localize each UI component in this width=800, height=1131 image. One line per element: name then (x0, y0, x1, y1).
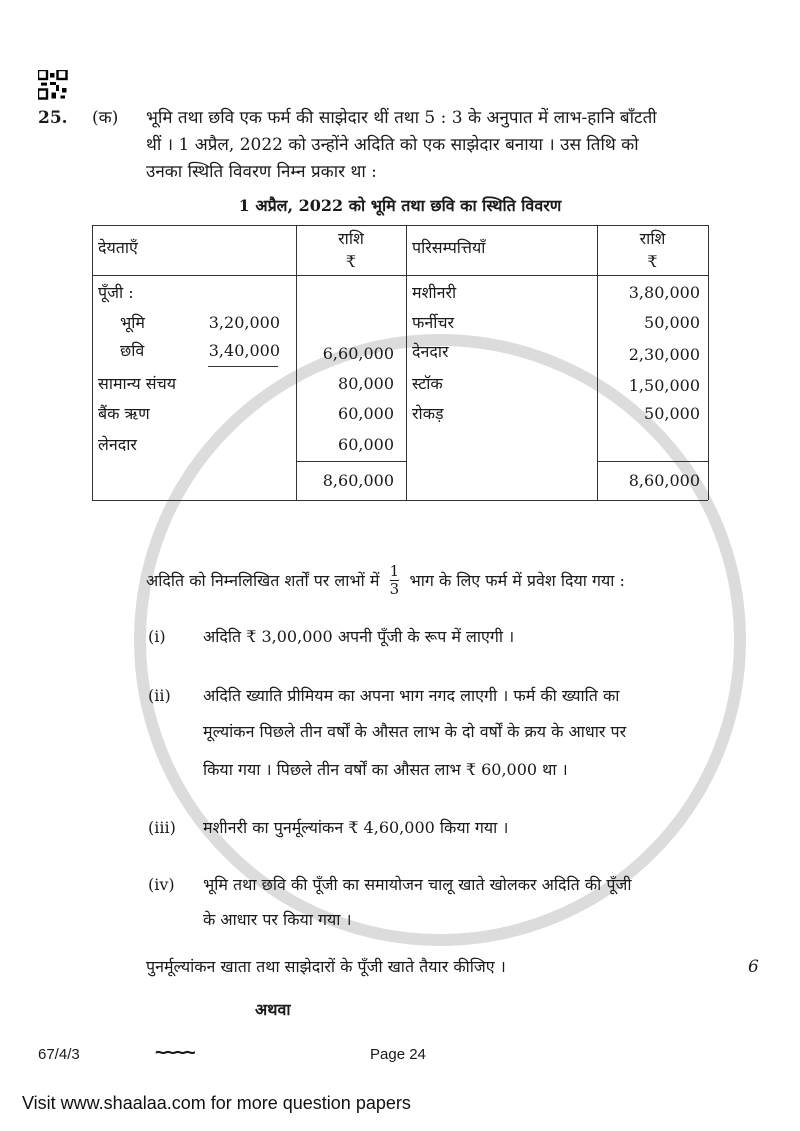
header-liabilities: देयताएँ (98, 238, 138, 257)
asset-amount: 50,000 (644, 404, 700, 423)
header-amount: राशि (338, 229, 364, 248)
asset-amount: 1,50,000 (628, 376, 700, 395)
paper-code: 67/4/3 (38, 1046, 80, 1063)
intro-line: उनका स्थिति विवरण निम्न प्रकार था : (146, 162, 377, 182)
liability-label: सामान्य संचय (98, 374, 177, 393)
asset-label: फर्नीचर (412, 313, 455, 332)
liability-amount: 80,000 (338, 374, 394, 393)
condition-number: (ii) (148, 686, 171, 705)
condition-number: (iii) (148, 818, 176, 837)
fraction-numerator: 1 (389, 562, 400, 580)
condition-line: किया गया । पिछले तीन वर्षों का औसत लाभ ₹ 60,000 था । (203, 760, 568, 779)
capital-total: 6,60,000 (322, 344, 394, 363)
footer-squiggle: ~~~~ (155, 1042, 194, 1064)
liability-amount: 60,000 (338, 435, 394, 454)
partner-name: छवि (120, 341, 145, 360)
condition-line: भूमि तथा छवि की पूँजी का समायोजन चालू खाते खोलकर अदिति की पूँजी (203, 875, 632, 894)
qr-code-icon (38, 70, 68, 100)
admission-text: भाग के लिए फर्म में प्रवेश दिया गया : (409, 570, 625, 590)
asset-label: देनदार (412, 342, 449, 361)
or-label: अथवा (255, 1000, 291, 1019)
question-number: 25. (38, 108, 68, 128)
liability-label: लेनदार (98, 435, 137, 454)
marks: 6 (748, 957, 759, 977)
intro-line: थीं । 1 अप्रैल, 2022 को उन्होंने अदिति को एक साझेदार बनाया । उस तिथि को (146, 135, 639, 155)
page-number: Page 24 (370, 1046, 426, 1063)
fraction (387, 563, 401, 598)
partner-amount: 3,20,000 (208, 313, 280, 332)
condition-number: (iv) (148, 875, 175, 894)
instruction: पुनर्मूल्यांकन खाता तथा साझेदारों के पूँजी खाते तैयार कीजिए । (146, 957, 506, 976)
asset-amount: 3,80,000 (628, 283, 700, 302)
table-title: 1 अप्रैल, 2022 को भूमि तथा छवि का स्थिति विवरण (238, 196, 562, 215)
header-amount: राशि (639, 229, 666, 248)
question-part: (क) (92, 108, 119, 128)
header-currency: ₹ (647, 252, 658, 271)
liability-amount: 60,000 (338, 404, 394, 423)
fraction-denominator: 3 (389, 580, 400, 598)
liability-label: बैंक ऋण (98, 404, 150, 423)
asset-label: स्टॉक (412, 374, 443, 393)
asset-label: मशीनरी (412, 283, 457, 302)
condition-line: मूल्यांकन पिछले तीन वर्षों के औसत लाभ के दो वर्षों के क्रय के आधार पर (203, 722, 627, 741)
partner-name: भूमि (120, 313, 145, 332)
partner-amount: 3,40,000 (208, 341, 280, 360)
capital-label: पूँजी : (98, 283, 134, 302)
condition-line: मशीनरी का पुनर्मूल्यांकन ₹ 4,60,000 किया गया । (203, 818, 509, 837)
total-liabilities: 8,60,000 (322, 471, 394, 490)
total-assets: 8,60,000 (628, 471, 700, 490)
asset-amount: 2,30,000 (628, 345, 700, 364)
condition-line: अदिति ख्याति प्रीमियम का अपना भाग नगद लाएगी । फर्म की ख्याति का (203, 686, 620, 705)
admission-text: अदिति को निम्नलिखित शर्तों पर लाभों में (146, 570, 380, 590)
asset-amount: 50,000 (644, 313, 700, 332)
intro-line: भूमि तथा छवि एक फर्म की साझेदार थीं तथा 5 : 3 के अनुपात में लाभ-हानि बाँटती (146, 108, 657, 128)
site-banner[interactable]: Visit www.shaalaa.com for more question papers (22, 1093, 411, 1113)
header-assets: परिसम्पत्तियाँ (412, 238, 486, 257)
admission-line (146, 563, 625, 598)
condition-line: अदिति ₹ 3,00,000 अपनी पूँजी के रूप में लाएगी । (203, 627, 515, 646)
condition-number: (i) (148, 627, 166, 646)
asset-label: रोकड़ (412, 404, 444, 423)
header-currency: ₹ (345, 252, 357, 271)
condition-line: के आधार पर किया गया । (203, 910, 352, 929)
